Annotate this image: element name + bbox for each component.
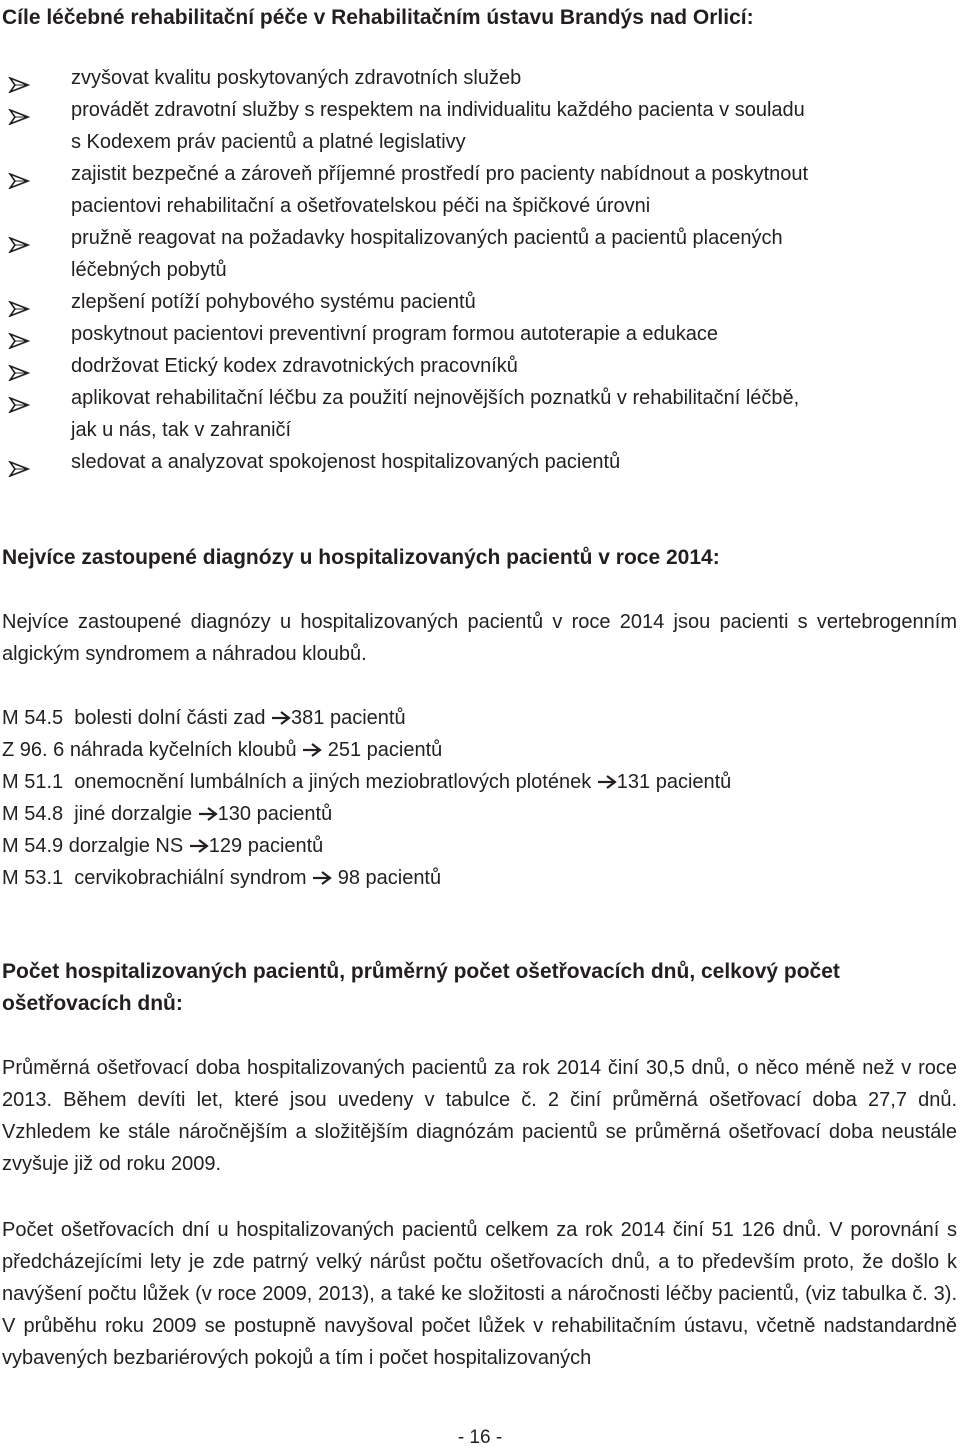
goal-text-line: pružně reagovat na požadavky hospitalizovaných pacientů a pacientů placených bbox=[71, 227, 783, 249]
stats-heading: Počet hospitalizovaných pacientů, průměrný počet ošetřovacích dnů, celkový počet ošetřovacích dnů: bbox=[2, 960, 840, 1015]
arrowhead-bullet-icon bbox=[8, 327, 30, 343]
goal-text-line: jak u nás, tak v zahraničí bbox=[71, 419, 292, 441]
arrowhead-bullet-icon bbox=[8, 71, 30, 87]
diagnosis-row bbox=[2, 702, 731, 734]
diagnosis-label: M 53.1 cervikobrachiální syndrom bbox=[2, 867, 313, 889]
diagnosis-count: 381 pacientů bbox=[291, 707, 406, 729]
arrowhead-bullet-icon bbox=[8, 295, 30, 311]
diagnosis-count: 251 pacientů bbox=[322, 739, 443, 761]
arrowhead-bullet-icon bbox=[8, 391, 30, 407]
diagnosis-row bbox=[2, 734, 731, 766]
right-arrow-icon bbox=[189, 830, 209, 862]
diagnosis-label: M 54.5 bolesti dolní části zad bbox=[2, 707, 272, 729]
goal-text-line: zlepšení potíží pohybového systému pacientů bbox=[71, 291, 476, 313]
stats-paragraph-2: Počet ošetřovacích dní u hospitalizovaných pacientů celkem za rok 2014 činí 51 126 dnů. V porovnání s předcházejícími lety je zde patrný velký nárůst počtu ošetřovacích dnů, a to především proto, že došlo k navýšení počtu lůžek (v roce 2009, 2013), a také ke složitosti a náročnosti léčby pacientů, (viz tabulka č. 3). V průběhu roku 2009 se postupně navyšoval počet lůžek v rehabilitačním ústavu, včetně nadstandardně vybavených bezbariérových pokojů a tím i počet hospitalizovaných bbox=[2, 1219, 957, 1369]
goals-heading: Cíle léčebné rehabilitační péče v Rehabilitačním ústavu Brandýs nad Orlicí: bbox=[2, 6, 754, 29]
goal-item bbox=[0, 94, 958, 158]
goal-text-line: aplikovat rehabilitační léčbu za použití nejnovějších poznatků v rehabilitační léčbě, bbox=[71, 387, 800, 409]
diagnosis-count: 131 pacientů bbox=[616, 771, 732, 793]
diagnosis-row bbox=[2, 766, 731, 798]
goal-item bbox=[0, 62, 958, 94]
diagnoses-list bbox=[2, 702, 731, 894]
arrowhead-bullet-icon bbox=[8, 103, 30, 119]
goal-text-line: pacientovi rehabilitační a ošetřovatelskou péči na špičkové úrovni bbox=[71, 195, 651, 217]
diagnosis-label: M 54.9 dorzalgie NS bbox=[2, 835, 189, 857]
right-arrow-icon bbox=[597, 766, 617, 798]
goal-item bbox=[0, 350, 958, 382]
arrowhead-bullet-icon bbox=[8, 455, 30, 471]
diagnosis-row bbox=[2, 830, 731, 862]
goal-item bbox=[0, 318, 958, 350]
right-arrow-icon bbox=[271, 702, 291, 734]
goal-text-line: dodržovat Etický kodex zdravotnických pracovníků bbox=[71, 355, 518, 377]
goal-item bbox=[0, 382, 958, 446]
goal-text-line: zvyšovat kvalitu poskytovaných zdravotních služeb bbox=[71, 67, 522, 89]
arrowhead-bullet-icon bbox=[8, 359, 30, 375]
diagnosis-count: 98 pacientů bbox=[332, 867, 442, 889]
diagnosis-row bbox=[2, 798, 731, 830]
goal-text-line: léčebných pobytů bbox=[71, 259, 227, 281]
diagnosis-count: 129 pacientů bbox=[208, 835, 324, 857]
stats-paragraph-1: Průměrná ošetřovací doba hospitalizovaných pacientů za rok 2014 činí 30,5 dnů, o něco méně než v roce 2013. Během devíti let, které jsou uvedeny v tabulce č. 2 činí průměrná ošetřovací doba 27,7 dnů. Vzhledem ke stále náročnějším a složitějším diagnózám pacientů se průměrná ošetřovací doba neustále zvyšuje již od roku 2009. bbox=[2, 1057, 957, 1175]
goal-text-line: zajistit bezpečné a zároveň příjemné prostředí pro pacienty nabídnout a poskytnout bbox=[71, 163, 809, 185]
diagnosis-count: 130 pacientů bbox=[217, 803, 333, 825]
page-number: - 16 - bbox=[457, 1427, 503, 1448]
right-arrow-icon bbox=[302, 734, 322, 766]
goal-item bbox=[0, 222, 958, 286]
right-arrow-icon bbox=[312, 862, 332, 894]
goal-text-line: poskytnout pacientovi preventivní program formou autoterapie a edukace bbox=[71, 323, 719, 345]
diagnosis-label: Z 96. 6 náhrada kyčelních kloubů bbox=[2, 739, 303, 761]
diagnosis-label: M 54.8 jiné dorzalgie bbox=[2, 803, 198, 825]
diagnosis-row bbox=[2, 862, 731, 894]
arrowhead-bullet-icon bbox=[8, 167, 30, 183]
goal-text-line: s Kodexem práv pacientů a platné legislativy bbox=[71, 131, 466, 153]
goals-list bbox=[0, 62, 958, 478]
goal-text-line: provádět zdravotní služby s respektem na individualitu každého pacienta v souladu bbox=[71, 99, 805, 121]
goal-item bbox=[0, 158, 958, 222]
right-arrow-icon bbox=[198, 798, 218, 830]
diagnoses-heading: Nejvíce zastoupené diagnózy u hospitalizovaných pacientů v roce 2014: bbox=[2, 546, 720, 569]
diagnosis-label: M 51.1 onemocnění lumbálních a jiných meziobratlových plotének bbox=[2, 771, 597, 793]
goal-item bbox=[0, 446, 958, 478]
arrowhead-bullet-icon bbox=[8, 231, 30, 247]
diagnoses-intro: Nejvíce zastoupené diagnózy u hospitalizovaných pacientů v roce 2014 jsou pacienti s vertebrogenním algickým syndromem a náhradou kloubů. bbox=[2, 611, 957, 665]
goal-text-line: sledovat a analyzovat spokojenost hospitalizovaných pacientů bbox=[71, 451, 621, 473]
goal-item bbox=[0, 286, 958, 318]
